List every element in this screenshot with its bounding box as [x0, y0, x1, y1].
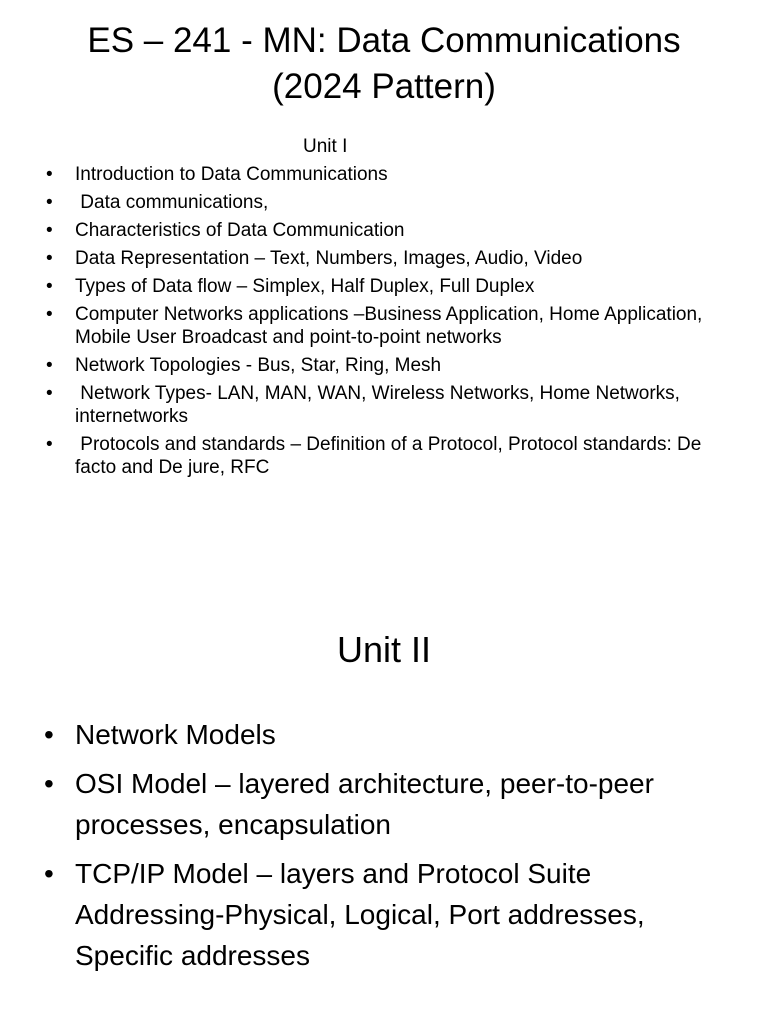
unit-1-heading: Unit I	[303, 136, 348, 157]
list-item	[46, 219, 746, 242]
bullet-icon: •	[46, 355, 53, 376]
list-item-text: Network Topologies - Bus, Star, Ring, Mesh	[75, 355, 442, 376]
list-item	[46, 275, 746, 298]
unit-1-topic-list	[46, 163, 746, 484]
bullet-icon: •	[46, 220, 53, 241]
bullet-icon: •	[46, 248, 53, 269]
bullet-icon: •	[46, 383, 53, 404]
list-item	[46, 247, 746, 270]
unit-2-title: Unit II	[336, 629, 432, 670]
bullet-icon: •	[44, 768, 54, 799]
list-item	[44, 853, 744, 976]
list-item	[46, 163, 746, 186]
list-item-text: TCP/IP Model – layers and Protocol Suite Addressing-Physical, Logical, Port addresses, Specific addresses	[75, 858, 645, 971]
bullet-icon: •	[46, 304, 53, 325]
list-item-text: Computer Networks applications –Business Application, Home Application, Mobile User Broadcast and point-to-point networks	[75, 304, 703, 348]
bullet-icon: •	[44, 719, 54, 750]
unit-2-topic-list	[44, 714, 744, 984]
list-item	[46, 354, 746, 377]
list-item-text: Data Representation – Text, Numbers, Images, Audio, Video	[75, 248, 583, 269]
slide-unit-2	[0, 600, 768, 1024]
list-item	[46, 303, 746, 349]
document-title	[0, 18, 768, 110]
list-item	[44, 714, 744, 755]
list-item	[46, 382, 746, 428]
list-item-text: OSI Model – layered architecture, peer-to-peer processes, encapsulation	[75, 768, 654, 840]
list-item	[44, 763, 744, 845]
list-item-text: Network Types- LAN, MAN, WAN, Wireless Networks, Home Networks, internetworks	[75, 383, 686, 427]
bullet-icon: •	[46, 434, 53, 455]
title-line-1: ES – 241 - MN: Data Communications	[87, 21, 681, 60]
list-item-text: Introduction to Data Communications	[75, 164, 388, 185]
title-line-2: (2024 Pattern)	[272, 67, 496, 106]
bullet-icon: •	[44, 858, 54, 889]
list-item-text: Types of Data flow – Simplex, Half Duplex, Full Duplex	[75, 276, 535, 297]
list-item-text: Characteristics of Data Communication	[75, 220, 405, 241]
list-item-text: Data communications,	[75, 192, 269, 213]
list-item	[46, 433, 746, 479]
list-item-text: Network Models	[75, 719, 276, 750]
list-item	[46, 191, 746, 214]
bullet-icon: •	[46, 164, 53, 185]
bullet-icon: •	[46, 276, 53, 297]
list-item-text: Protocols and standards – Definition of a Protocol, Protocol standards: De facto and De jure, RFC	[75, 434, 707, 478]
bullet-icon: •	[46, 192, 53, 213]
